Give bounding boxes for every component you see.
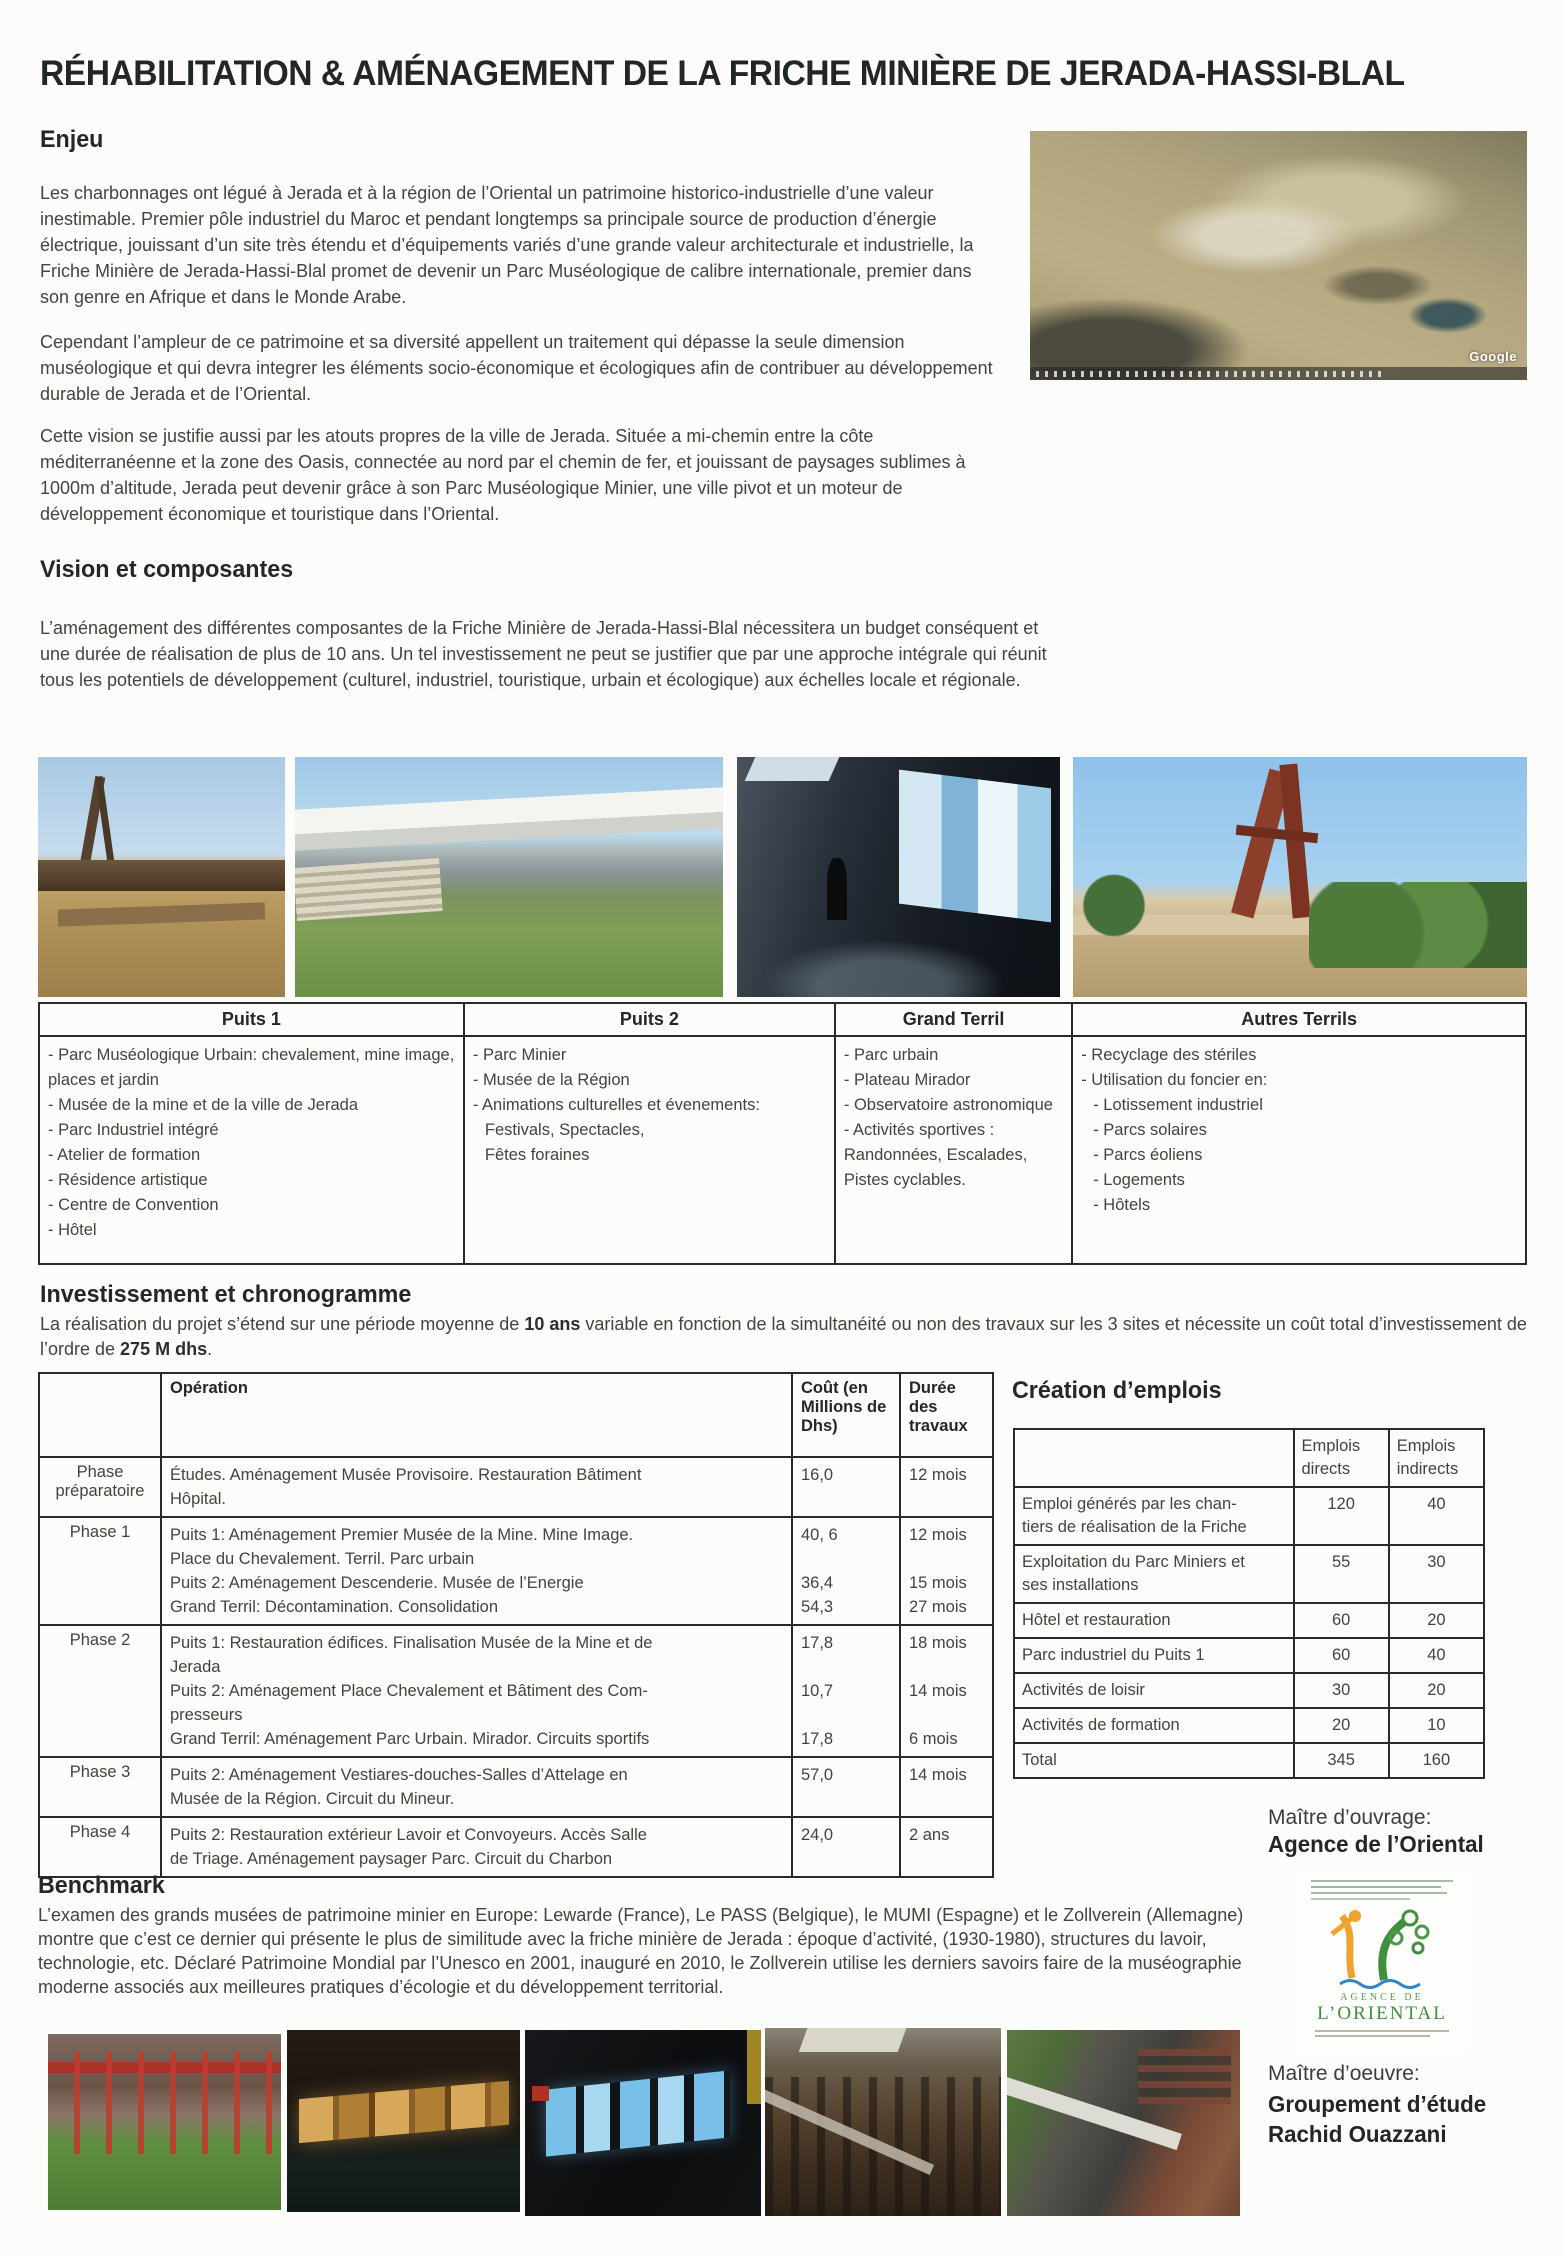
phase-cell: Phase 3 xyxy=(69,1763,131,1781)
cost-cell xyxy=(791,1818,899,1876)
label-cell xyxy=(1015,1546,1293,1602)
operation-line: Puits 2: Restauration extérieur Lavoir et Convoyeurs. Accès Salle xyxy=(170,1826,647,1844)
operation-cell xyxy=(160,1518,791,1624)
table-header-row xyxy=(40,1374,992,1456)
invest-heading: Investissement et chronogramme xyxy=(40,1281,412,1308)
vision-paragraph: L’aménagement des différentes composantes de la Friche Minière de Jerada-Hassi-Blal nécessitera un budget conséquent et une durée de réalisation de plus de 10 ans. Un tel investissement ne peut se justifier que par une approche intégrale qui réunit tous les potentiels de développement (culturel, industriel, touristique, urbain et écologique) aux échelles locale et régionale. xyxy=(40,618,1047,690)
list-item: - Parc Minier xyxy=(472,1046,567,1064)
components-table xyxy=(38,1002,1527,1265)
maitre-ouvrage-name: Agence de l’Oriental xyxy=(1268,1831,1484,1857)
enjeu-heading: Enjeu xyxy=(40,126,104,153)
direct-cell: 30 xyxy=(1293,1674,1388,1707)
duration-line xyxy=(909,1703,984,1727)
render-photo-museum-building xyxy=(295,757,723,997)
list-item: - Parcs solaires xyxy=(1093,1121,1207,1139)
list-item: - Hôtel xyxy=(48,1221,97,1239)
cost-cell xyxy=(791,1758,899,1816)
red-sign-shape xyxy=(532,2086,549,2101)
cost-cell xyxy=(791,1518,899,1624)
column-header: Autres Terrils xyxy=(1073,1004,1525,1037)
column-items xyxy=(836,1037,1071,1199)
components-column-grand-terril xyxy=(834,1004,1071,1263)
phase-cell: Phase 2 xyxy=(69,1631,131,1649)
list-item: - Activités sportives : Randonnées, Escalades, Pistes cyclables. xyxy=(843,1121,1028,1189)
list-item: - Animations culturelles et évenements: xyxy=(472,1096,760,1114)
cost-line: 17,8 xyxy=(801,1634,834,1652)
logo-header-text-lines xyxy=(1311,1880,1452,1904)
list-item: - Lotissement industriel xyxy=(1093,1096,1263,1114)
cost-line: 54,3 xyxy=(801,1598,834,1616)
logo-brand-line2: L’ORIENTAL xyxy=(1317,2003,1447,2024)
column-header: Grand Terril xyxy=(836,1004,1071,1037)
label-line: Exploitation du Parc Miniers et xyxy=(1022,1553,1245,1571)
table-row-phase-3 xyxy=(40,1756,992,1816)
list-item: - Parc Industriel intégré xyxy=(48,1121,219,1139)
list-item: Fêtes foraines xyxy=(484,1146,590,1164)
invest-intro-text: . xyxy=(207,1339,213,1359)
duration-line: 2 ans xyxy=(909,1826,950,1844)
screen-wall-shape xyxy=(899,769,1051,922)
operation-line: de Triage. Aménagement paysager Parc. Circuit du Charbon xyxy=(170,1850,613,1868)
duration-line: 12 mois xyxy=(909,1466,967,1484)
enjeu-paragraph-2: Cependant l’ampleur de ce patrimoine et sa diversité appellent un traitement qui dépasse la seule dimension muséologique et qui devra integrer les éléments socio-économique et écologiques afin de contribuer au développement durable de Jerada et de l’Oriental. xyxy=(40,332,993,404)
yellow-strip-shape xyxy=(747,2030,761,2104)
duration-line: 18 mois xyxy=(909,1634,967,1652)
operation-line: Puits 2: Aménagement Vestiares-douches-Salles d’Attelage en xyxy=(170,1766,628,1784)
list-item: - Hôtels xyxy=(1093,1196,1151,1214)
duration-line: 14 mois xyxy=(909,1682,967,1700)
benchmark-paragraph: L’examen des grands musées de patrimoine minier en Europe: Lewarde (France), Le PASS (Belgique), le MUMI (Espagne) et le Zollverein (Allemagne) montre que c’est ce dernier qui présente le plus de similitude avec la friche minière de Jerada : époque d’activité, (1930-1980), structures du lavoir, technologie, etc. Déclaré Patrimoine Mondial par l’Unesco en 2001, inauguré en 2010, le Zollverein utilise les derniers savoirs faire de la muséographie moderne associés aux meilleures pratiques d’écologie et du développement territorial. xyxy=(38,1905,1244,1997)
duration-cell xyxy=(899,1518,992,1624)
list-item: - Musée de la mine et de la ville de Jerada xyxy=(48,1096,359,1114)
emplois-table xyxy=(1013,1428,1485,1779)
indirect-cell: 40 xyxy=(1388,1488,1483,1544)
column-items xyxy=(40,1037,463,1249)
list-item: - Recyclage des stériles xyxy=(1081,1046,1257,1064)
agence-oriental-logo-art xyxy=(1322,1904,1442,1990)
label-cell: Parc industriel du Puits 1 xyxy=(1022,1646,1205,1664)
direct-cell: 60 xyxy=(1293,1639,1388,1672)
duration-line: 15 mois xyxy=(909,1574,967,1592)
operation-line: Grand Terril: Décontamination. Consolidation xyxy=(170,1598,499,1616)
label-line: Emploi générés par les chan- xyxy=(1022,1495,1237,1513)
invest-intro-text: La réalisation du projet s’étend sur une période moyenne de xyxy=(40,1314,525,1334)
phase-cell: Phase 1 xyxy=(69,1523,131,1541)
direct-cell: 345 xyxy=(1293,1744,1388,1777)
blue-screens-shape xyxy=(546,2071,730,2157)
list-item: - Centre de Convention xyxy=(48,1196,219,1214)
render-photo-puits1-mine-site xyxy=(38,757,285,997)
header-cell-empty xyxy=(1015,1430,1293,1486)
invest-intro xyxy=(40,1312,1532,1362)
aerial-satellite-photo-jerada xyxy=(1030,131,1527,380)
duration-line: 6 mois xyxy=(909,1730,958,1748)
column-header: Puits 1 xyxy=(40,1004,463,1037)
satellite-caption-bar xyxy=(1030,367,1527,380)
google-watermark: Google xyxy=(1469,349,1517,364)
direct-cell: 120 xyxy=(1293,1488,1388,1544)
list-item: - Atelier de formation xyxy=(48,1146,201,1164)
label-line: ses installations xyxy=(1022,1576,1139,1594)
column-header: Puits 2 xyxy=(465,1004,834,1037)
operation-line: Puits 2: Aménagement Descenderie. Musée de l’Energie xyxy=(170,1574,584,1592)
maitre-oeuvre-name-line2: Rachid Ouazzani xyxy=(1268,2121,1447,2147)
operation-line: Musée de la Région. Circuit du Mineur. xyxy=(170,1790,455,1808)
table-row-phase-2 xyxy=(40,1624,992,1756)
table-row xyxy=(1015,1637,1483,1672)
operation-cell xyxy=(160,1458,791,1516)
components-column-puits1 xyxy=(40,1004,463,1263)
agence-oriental-logo xyxy=(1296,1872,1468,2054)
logo-address-text-lines xyxy=(1315,2030,1449,2040)
table-row xyxy=(1015,1707,1483,1742)
label-cell: Activités de formation xyxy=(1022,1716,1180,1734)
table-row-total xyxy=(1015,1742,1483,1777)
satellite-caption-text-ticks xyxy=(1036,371,1384,377)
label-line: tiers de réalisation de la Friche xyxy=(1022,1518,1247,1536)
cost-cell xyxy=(791,1626,899,1756)
duration-line: 27 mois xyxy=(909,1598,967,1616)
column-items xyxy=(465,1037,834,1174)
building-band-shape xyxy=(38,860,285,891)
benchmark-photo-museum-cases xyxy=(287,2030,520,2212)
cost-line: 24,0 xyxy=(801,1826,834,1844)
list-item: Festivals, Spectacles, xyxy=(484,1121,645,1139)
operation-cell xyxy=(160,1758,791,1816)
direct-cell: 60 xyxy=(1293,1604,1388,1637)
benchmark-heading: Benchmark xyxy=(38,1872,165,1899)
duration-cell xyxy=(899,1626,992,1756)
components-column-puits2 xyxy=(463,1004,834,1263)
visitor-silhouette-shape xyxy=(827,858,846,920)
tree-shape xyxy=(1082,867,1146,963)
operation-line: Hôpital. xyxy=(170,1490,226,1508)
list-item: - Résidence artistique xyxy=(48,1171,208,1189)
header-cell-empty xyxy=(40,1374,160,1456)
duration-line xyxy=(909,1547,984,1571)
label-cell xyxy=(1015,1488,1293,1544)
cost-line: 10,7 xyxy=(801,1682,834,1700)
operation-line: Place du Chevalement. Terril. Parc urbain xyxy=(170,1550,475,1568)
benchmark-photo-red-structures xyxy=(48,2034,281,2210)
benchmark-photo-industrial-hall xyxy=(765,2028,1001,2216)
header-cell-cost: Coût (en Millions de Dhs) xyxy=(791,1374,899,1456)
operation-line: Études. Aménagement Musée Provisoire. Restauration Bâtiment xyxy=(170,1466,642,1484)
header-cell-duration: Durée des travaux xyxy=(899,1374,992,1456)
operation-line: Puits 1: Aménagement Premier Musée de la Mine. Mine Image. xyxy=(170,1526,634,1544)
cost-line xyxy=(801,1655,891,1679)
enjeu-paragraph-1: Les charbonnages ont légué à Jerada et à la région de l’Oriental un patrimoine historico-industrielle d’une valeur inestimable. Premier pôle industriel du Maroc et pendant longtemps sa principale source de production d’énergie électrique, jouissant d’un site très étendu et d’équipements variés d’une grande valeur architecturale et industrielle, la Friche Minière de Jerada-Hassi-Blal promet de devenir un Parc Muséologique de calibre internationale, premier dans son genre en Afrique et dans le Monde Arabe. xyxy=(40,183,974,307)
header-cell-operation: Opération xyxy=(160,1374,791,1456)
vision-heading: Vision et composantes xyxy=(40,556,294,583)
components-column-autres-terrils xyxy=(1071,1004,1525,1263)
operation-cell xyxy=(160,1818,791,1876)
invest-duration-bold: 10 ans xyxy=(524,1314,581,1334)
operation-cell xyxy=(160,1626,791,1756)
cost-line: 40, 6 xyxy=(801,1526,838,1544)
operation-line: Puits 2: Aménagement Place Chevalement et Bâtiment des Com- xyxy=(170,1682,648,1700)
phase-cell: Phase préparatoire xyxy=(55,1463,145,1500)
operation-line: Grand Terril: Aménagement Parc Urbain. Mirador. Circuits sportifs xyxy=(170,1730,650,1748)
amphitheater-steps-shape xyxy=(295,858,442,921)
invest-intro-text: variable en fonction de la simultanéité ou non des travaux sur les 3 sites et nécessite un coût total d’investissement de l’ordre de xyxy=(40,1314,1527,1359)
list-item: - Musée de la Région xyxy=(472,1071,630,1089)
table-row xyxy=(1015,1602,1483,1637)
lit-display-cases-shape xyxy=(299,2081,509,2143)
duration-cell xyxy=(899,1458,992,1516)
maitre-ouvrage-label: Maître d’ouvrage: xyxy=(1268,1806,1432,1829)
phases-table xyxy=(38,1372,994,1878)
label-cell: Total xyxy=(1022,1751,1057,1769)
red-poles-shape xyxy=(48,2052,281,2154)
cost-line xyxy=(801,1547,891,1571)
table-row-phase-1 xyxy=(40,1516,992,1624)
operation-line: Jerada xyxy=(170,1658,221,1676)
emplois-heading: Création d’emplois xyxy=(1012,1377,1222,1404)
render-photo-red-headframe xyxy=(1073,757,1527,997)
operation-line: presseurs xyxy=(170,1706,243,1724)
render-photo-museum-interior xyxy=(737,757,1060,997)
phase-cell: Phase 4 xyxy=(69,1823,131,1841)
duration-cell xyxy=(899,1818,992,1876)
table-row xyxy=(1015,1672,1483,1707)
cost-line xyxy=(801,1703,891,1727)
duration-line: 14 mois xyxy=(909,1766,967,1784)
list-item: - Logements xyxy=(1093,1171,1185,1189)
logo-brand-line1: AGENCE DE xyxy=(1340,1992,1424,2003)
header-cell-direct: Emplois directs xyxy=(1293,1430,1388,1486)
list-item: - Parc Muséologique Urbain: chevalement, mine image, places et jardin xyxy=(48,1046,455,1089)
indirect-cell: 20 xyxy=(1388,1604,1483,1637)
cost-line: 16,0 xyxy=(801,1466,834,1484)
indirect-cell: 10 xyxy=(1388,1709,1483,1742)
indirect-cell: 40 xyxy=(1388,1639,1483,1672)
terrace-shape xyxy=(58,902,266,926)
maitre-oeuvre-label: Maître d’oeuvre: xyxy=(1268,2062,1420,2085)
table-row-phase-4 xyxy=(40,1816,992,1876)
indirect-cell: 20 xyxy=(1388,1674,1483,1707)
list-item: - Utilisation du foncier en: xyxy=(1081,1071,1268,1089)
benchmark-photo-screen-room xyxy=(525,2030,761,2216)
cost-line: 17,8 xyxy=(801,1730,834,1748)
label-cell: Hôtel et restauration xyxy=(1022,1611,1171,1629)
list-item: - Parcs éoliens xyxy=(1093,1146,1203,1164)
roof-lines-shape xyxy=(1138,2049,1231,2105)
indirect-cell: 160 xyxy=(1388,1744,1483,1777)
cost-line: 36,4 xyxy=(801,1574,834,1592)
trees-shape xyxy=(1309,882,1527,968)
maitre-oeuvre-name-line1: Groupement d’étude xyxy=(1268,2091,1487,2117)
invest-cost-bold: 275 M dhs xyxy=(120,1339,208,1359)
duration-line xyxy=(909,1655,984,1679)
enjeu-paragraph-3: Cette vision se justifie aussi par les atouts propres de la ville de Jerada. Située a mi-chemin entre la côte méditerranéenne et la zone des Oasis, connectée au nord par el chemin de fer, et jouissant de paysages sublimes à 1000m d’altitude, Jerada peut devenir grâce à son Parc Muséologique Minier, une ville pivot et un moteur de développement économique et touristique dans l’Oriental. xyxy=(40,426,966,524)
table-row-phase-preparatoire xyxy=(40,1456,992,1516)
cost-cell xyxy=(791,1458,899,1516)
benchmark-photo-rooftop-aerial xyxy=(1007,2030,1240,2216)
label-cell: Activités de loisir xyxy=(1022,1681,1145,1699)
skylight-shape xyxy=(745,757,840,781)
table-row xyxy=(1015,1544,1483,1602)
list-item: - Parc urbain xyxy=(843,1046,939,1064)
operation-line: Puits 1: Restauration édifices. Finalisation Musée de la Mine et de xyxy=(170,1634,653,1652)
table-header-row xyxy=(1015,1430,1483,1486)
skylight-shape xyxy=(798,2028,906,2052)
duration-line: 12 mois xyxy=(909,1526,967,1544)
list-item: - Plateau Mirador xyxy=(843,1071,971,1089)
header-cell-indirect: Emplois indirects xyxy=(1388,1430,1483,1486)
table-row xyxy=(1015,1486,1483,1544)
indirect-cell: 30 xyxy=(1388,1546,1483,1602)
direct-cell: 55 xyxy=(1293,1546,1388,1602)
duration-cell xyxy=(899,1758,992,1816)
column-items xyxy=(1073,1037,1525,1224)
headframe-shape xyxy=(96,776,117,872)
direct-cell: 20 xyxy=(1293,1709,1388,1742)
roof-shape xyxy=(295,785,723,851)
page-title: RÉHABILITATION & AMÉNAGEMENT DE LA FRICHE MINIÈRE DE JERADA-HASSI-BLAL xyxy=(40,54,1405,93)
cost-line: 57,0 xyxy=(801,1766,834,1784)
list-item: - Observatoire astronomique xyxy=(843,1096,1053,1114)
